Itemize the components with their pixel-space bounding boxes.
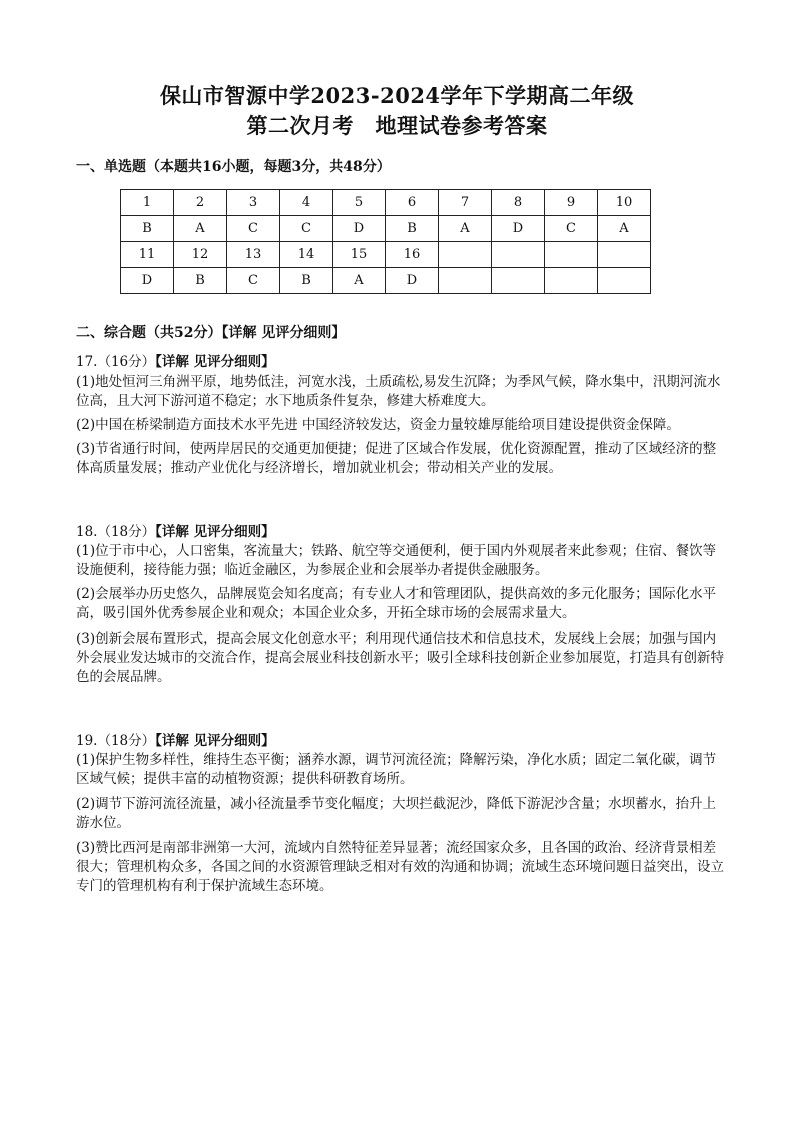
table-cell: 2	[174, 190, 227, 216]
table-cell: A	[439, 216, 492, 242]
table-cell: 8	[492, 190, 545, 216]
table-cell: B	[280, 268, 333, 294]
table-cell	[598, 242, 651, 268]
document-title-line1: 保山市智源中学2023-2024学年下学期高二年级	[159, 83, 635, 108]
q17-heading	[76, 350, 275, 370]
table-cell: 6	[386, 190, 439, 216]
table-cell	[598, 268, 651, 294]
q18-answer-1: (1)位于市中心，人口密集，客流量大；铁路、航空等交通便利，便于国内外观展者来此参观；住宿、餐饮等设施便利，接待能力强；临近金融区，为参展企业和会展举办者提供金融服务。	[76, 543, 717, 578]
q17-answer-3: (3)节省通行时间，使两岸居民的交通更加便捷；促进了区域合作发展，优化资源配置，推动了区域经济的整体高质量发展；推动产业优化与经济增长，增加就业机会；带动相关产业的发展。	[76, 441, 717, 476]
q17-answer-2: (2)中国在桥梁制造方面技术水平先进 中国经济较发达，资金力量较雄厚能给项目建设提供资金保障。	[76, 417, 680, 433]
q18-tag: 【详解 见评分细则】	[155, 524, 275, 540]
table-cell: D	[333, 216, 386, 242]
table-cell: A	[174, 216, 227, 242]
q19-answer-2: (2)调节下游河流径流量，减小径流量季节变化幅度；大坝拦截泥沙，降低下游泥沙含量；水坝蓄水，抬升上游水位。	[76, 796, 717, 831]
section1-heading: 一、单选题（本题共16小题，每题3分，共48分）	[76, 159, 391, 175]
table-cell: D	[492, 216, 545, 242]
table-row	[121, 190, 651, 216]
table-row	[121, 242, 651, 268]
q17-number: 17.（16分）	[76, 354, 156, 370]
table-cell: A	[333, 268, 386, 294]
table-cell: 10	[598, 190, 651, 216]
q19-tag: 【详解 见评分细则】	[155, 733, 275, 749]
table-cell: C	[227, 216, 280, 242]
table-cell	[545, 268, 598, 294]
document-title-line2: 第二次月考 地理试卷参考答案	[246, 113, 548, 138]
table-cell: B	[386, 216, 439, 242]
table-cell: 14	[280, 242, 333, 268]
q18-answer-2: (2)会展举办历史悠久，品牌展览会知名度高；有专业人才和管理团队，提供高效的多元化服务；国际化水平高，吸引国外优秀参展企业和观众；本国企业众多，开拓全球市场的会展需求量大。	[76, 586, 717, 621]
table-cell: D	[386, 268, 439, 294]
table-cell: 5	[333, 190, 386, 216]
section2-heading: 二、综合题（共52分）【详解 见评分细则】	[76, 325, 346, 341]
table-cell: 13	[227, 242, 280, 268]
table-cell: 12	[174, 242, 227, 268]
table-cell: D	[121, 268, 174, 294]
q18-heading	[76, 520, 275, 540]
q19-answer-3: (3)赞比西河是南部非洲第一大河，流域内自然特征差异显著；流经国家众多，且各国的政治、经济背景相差很大；管理机构众多，各国之间的水资源管理缺乏相对有效的沟通和协调；流域生态环境问题日益突出，设立专门的管理机构有利于保护流域生态环境。	[76, 840, 724, 894]
table-cell	[492, 268, 545, 294]
table-cell: B	[174, 268, 227, 294]
table-cell: 1	[121, 190, 174, 216]
q18-number: 18.（18分）	[76, 524, 156, 540]
table-cell	[492, 242, 545, 268]
table-cell: 7	[439, 190, 492, 216]
q19-answer-1: (1)保护生物多样性，维持生态平衡；涵养水源，调节河流径流；降解污染，净化水质；固定二氧化碳，调节区域气候；提供丰富的动植物资源；提供科研教育场所。	[76, 752, 717, 787]
table-cell: 16	[386, 242, 439, 268]
answer-table	[120, 189, 651, 294]
q17-tag: 【详解 见评分细则】	[155, 354, 275, 370]
table-cell: 15	[333, 242, 386, 268]
table-cell: C	[280, 216, 333, 242]
table-cell: C	[227, 268, 280, 294]
q17-answer-1: (1)地处恒河三角洲平原，地势低洼，河宽水浅，土质疏松,易发生沉降；为季风气候，降水集中，汛期河流水位高，且大河下游河道不稳定；水下地质条件复杂，修建大桥难度大。	[76, 374, 721, 409]
table-cell: C	[545, 216, 598, 242]
table-cell: 4	[280, 190, 333, 216]
q19-number: 19.（18分）	[76, 733, 156, 749]
q18-answer-3: (3)创新会展布置形式，提高会展文化创意水平；利用现代通信技术和信息技术，发展线上会展；加强与国内外会展业发达城市的交流合作，提高会展业科技创新水平；吸引全球科技创新企业参加展览，打造具有创新特色的会展品牌。	[76, 631, 724, 685]
table-cell: 9	[545, 190, 598, 216]
table-cell	[439, 242, 492, 268]
table-cell	[545, 242, 598, 268]
table-row	[121, 216, 651, 242]
table-cell: B	[121, 216, 174, 242]
table-cell: 11	[121, 242, 174, 268]
table-cell	[439, 268, 492, 294]
q19-heading	[76, 729, 275, 749]
table-row	[121, 268, 651, 294]
table-cell: A	[598, 216, 651, 242]
table-cell: 3	[227, 190, 280, 216]
